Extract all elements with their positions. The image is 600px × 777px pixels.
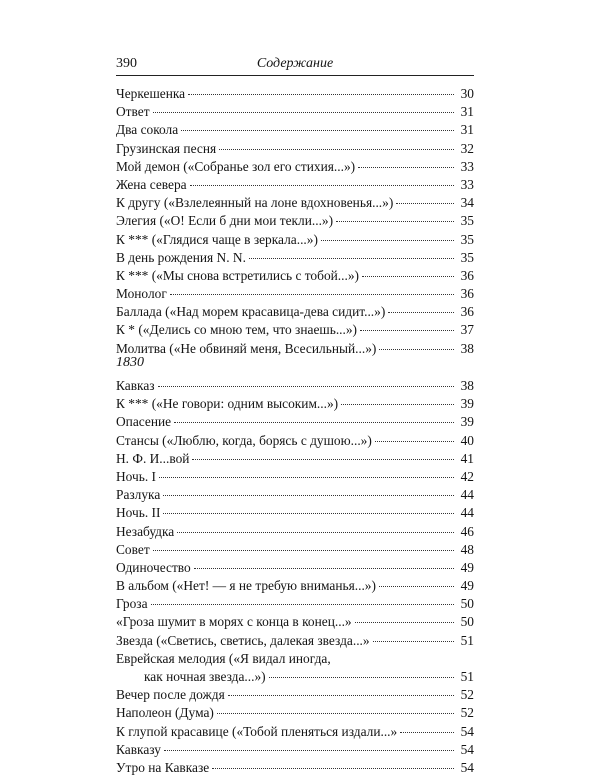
toc-entry-title: Гроза xyxy=(116,596,148,612)
toc-entry[interactable] xyxy=(116,523,474,541)
toc-entry-page: 31 xyxy=(460,122,474,138)
dot-leader xyxy=(163,495,454,496)
dot-leader xyxy=(151,604,454,605)
toc-entry-title: Кавказу xyxy=(116,741,161,757)
toc-entry-page: 49 xyxy=(460,578,474,594)
toc-entry-title: Еврейская мелодия («Я видал иногда, xyxy=(116,650,331,666)
toc-section-1830 xyxy=(116,352,474,777)
dot-leader xyxy=(190,185,454,186)
toc-entry-title: Два сокола xyxy=(116,122,179,138)
dot-leader xyxy=(219,149,454,150)
toc-entry-title: Элегия («О! Если б дни мои текли...») xyxy=(116,213,334,229)
dot-leader xyxy=(170,294,454,295)
toc-entry-page: 50 xyxy=(460,596,474,612)
toc-entry[interactable] xyxy=(116,432,474,450)
toc-entry-page: 36 xyxy=(460,267,474,283)
toc-entry-title: Утро на Кавказе xyxy=(116,759,210,775)
toc-entry-title: Грузинская песня xyxy=(116,140,217,156)
toc-entry-page: 36 xyxy=(460,304,474,320)
toc-entry[interactable] xyxy=(116,249,474,267)
toc-entry[interactable] xyxy=(116,194,474,212)
toc-entry-page: 33 xyxy=(460,176,474,192)
dot-leader xyxy=(194,568,454,569)
dot-leader xyxy=(212,768,454,769)
toc-entry-page: 50 xyxy=(460,614,474,630)
toc-entry-title: Монолог xyxy=(116,286,167,302)
page-number: 390 xyxy=(116,56,137,71)
running-title: Содержание xyxy=(256,56,334,71)
toc-entry-page: 48 xyxy=(460,541,474,557)
toc-entry-page: 36 xyxy=(460,286,474,302)
toc-entry[interactable] xyxy=(116,577,474,595)
toc-entry-multiline[interactable] xyxy=(116,650,474,686)
dot-leader xyxy=(321,240,454,241)
toc-list xyxy=(116,377,474,650)
toc-entry[interactable] xyxy=(116,212,474,230)
toc-entry-page: 54 xyxy=(460,741,474,757)
toc-entry-page: 39 xyxy=(460,396,474,412)
dot-leader xyxy=(163,513,454,514)
toc-entry[interactable] xyxy=(116,377,474,395)
toc-entry-title: К * («Делись со мною тем, что знаешь...») xyxy=(116,322,358,338)
dot-leader xyxy=(269,677,454,678)
toc-entry-page: 32 xyxy=(460,140,474,156)
toc-entry-title: «Гроза шумит в морях с конца в конец...» xyxy=(116,614,352,630)
toc-entry-page: 30 xyxy=(460,86,474,101)
toc-entry-title: Звезда («Светись, светись, далекая звезда...» xyxy=(116,632,370,648)
toc-entry-title: Баллада («Над морем красавица-дева сидит...») xyxy=(116,304,386,320)
toc-section-1 xyxy=(116,85,474,358)
toc-entry-page: 37 xyxy=(460,322,474,338)
toc-entry-title: Молитва («Не обвиняй меня, Всесильный...») xyxy=(116,340,377,356)
toc-entry[interactable] xyxy=(116,686,474,704)
toc-entry[interactable] xyxy=(116,158,474,176)
toc-entry[interactable] xyxy=(116,267,474,285)
toc-entry-page: 46 xyxy=(460,523,474,539)
toc-entry-page: 41 xyxy=(460,450,474,466)
toc-entry[interactable] xyxy=(116,468,474,486)
toc-entry-page: 33 xyxy=(460,158,474,174)
toc-entry[interactable] xyxy=(116,613,474,631)
dot-leader xyxy=(362,276,454,277)
toc-entry-page: 44 xyxy=(460,487,474,503)
toc-entry-title: В день рождения N. N. xyxy=(116,249,246,265)
dot-leader xyxy=(159,477,454,478)
toc-list xyxy=(116,686,474,777)
page-header xyxy=(116,54,474,76)
toc-entry-title: К глупой красавице («Тобой пленяться издали...» xyxy=(116,723,398,739)
dot-leader xyxy=(336,221,454,222)
toc-entry-page: 54 xyxy=(460,759,474,775)
toc-entry-title: Жена севера xyxy=(116,176,187,192)
toc-entry-page: 40 xyxy=(460,432,474,448)
toc-entry-page: 52 xyxy=(460,705,474,721)
toc-entry[interactable] xyxy=(116,704,474,722)
dot-leader xyxy=(228,695,454,696)
toc-entry-page: 51 xyxy=(460,669,474,684)
toc-entry-page: 34 xyxy=(460,195,474,211)
year-heading: 1830 xyxy=(116,355,144,370)
toc-entry[interactable] xyxy=(116,140,474,158)
toc-entry-title: К *** («Мы снова встретились с тобой...») xyxy=(116,267,359,283)
toc-entry[interactable] xyxy=(116,303,474,321)
toc-entry-title: Совет xyxy=(116,541,150,557)
dot-leader xyxy=(158,386,454,387)
toc-entry-page: 35 xyxy=(460,213,474,229)
toc-entry[interactable] xyxy=(116,285,474,303)
dot-leader xyxy=(181,130,454,131)
dot-leader xyxy=(249,258,454,259)
toc-entry-title: Кавказ xyxy=(116,378,155,393)
toc-entry-page: 49 xyxy=(460,559,474,575)
toc-entry[interactable] xyxy=(116,450,474,468)
toc-entry-page: 35 xyxy=(460,231,474,247)
dot-leader xyxy=(174,422,454,423)
toc-entry-title: Одиночество xyxy=(116,559,191,575)
dot-leader xyxy=(379,586,454,587)
dot-leader xyxy=(188,94,454,95)
dot-leader xyxy=(396,203,454,204)
toc-entry[interactable] xyxy=(116,559,474,577)
toc-entry[interactable] xyxy=(116,541,474,559)
toc-entry[interactable] xyxy=(116,85,474,103)
toc-entry[interactable] xyxy=(116,759,474,777)
dot-leader xyxy=(379,349,454,350)
toc-entry-title: Ночь. I xyxy=(116,468,157,484)
toc-entry[interactable] xyxy=(116,504,474,522)
toc-entry-title: Черкешенка xyxy=(116,86,186,101)
toc-entry-title: Стансы («Люблю, когда, борясь с душою...») xyxy=(116,432,372,448)
toc-entry-title: Ночь. II xyxy=(116,505,161,521)
dot-leader xyxy=(341,404,454,405)
toc-entry[interactable] xyxy=(116,395,474,413)
toc-entry-page: 44 xyxy=(460,505,474,521)
dot-leader xyxy=(177,532,454,533)
toc-entry-page: 38 xyxy=(460,378,474,393)
toc-entry-title: Н. Ф. И...вой xyxy=(116,450,190,466)
dot-leader xyxy=(153,112,454,113)
toc-entry-title: Разлука xyxy=(116,487,161,503)
dot-leader xyxy=(355,622,454,623)
toc-entry[interactable] xyxy=(116,486,474,504)
dot-leader xyxy=(358,167,454,168)
toc-entry-title: К другу («Взлелеянный на лоне вдохновенья...») xyxy=(116,195,394,211)
toc-entry-page: 42 xyxy=(460,468,474,484)
toc-entry-page: 51 xyxy=(460,632,474,648)
dot-leader xyxy=(217,713,454,714)
dot-leader xyxy=(360,330,454,331)
toc-entry-title: Наполеон (Дума) xyxy=(116,705,214,721)
dot-leader xyxy=(400,732,454,733)
toc-entry-title: К *** («Глядися чаще в зеркала...») xyxy=(116,231,318,247)
toc-entry-page: 38 xyxy=(460,340,474,356)
toc-entry-page: 52 xyxy=(460,687,474,703)
dot-leader xyxy=(375,441,454,442)
toc-entry-title: Мой демон («Собранье зол его стихия...») xyxy=(116,158,356,174)
dot-leader xyxy=(388,312,454,313)
header-rule xyxy=(116,75,474,76)
toc-entry[interactable] xyxy=(116,595,474,613)
toc-entry-title-continued: как ночная звезда...») xyxy=(144,669,266,684)
dot-leader xyxy=(192,459,454,460)
toc-entry[interactable] xyxy=(116,723,474,741)
dot-leader xyxy=(153,550,454,551)
toc-entry[interactable] xyxy=(116,103,474,121)
toc-entry-title: К *** («Не говори: одним высоким...») xyxy=(116,396,339,412)
toc-entry-page: 31 xyxy=(460,104,474,120)
toc-entry[interactable] xyxy=(116,231,474,249)
toc-entry-page: 39 xyxy=(460,414,474,430)
toc-entry-page: 35 xyxy=(460,249,474,265)
toc-entry[interactable] xyxy=(116,321,474,339)
toc-entry-page: 54 xyxy=(460,723,474,739)
toc-entry-title: В альбом («Нет! — я не требую вниманья...») xyxy=(116,578,376,594)
toc-entry-title: Ответ xyxy=(116,104,150,120)
toc-entry[interactable] xyxy=(116,121,474,139)
toc-entry-title: Опасение xyxy=(116,414,172,430)
toc-entry-title: Незабудка xyxy=(116,523,175,539)
toc-entry[interactable] xyxy=(116,176,474,194)
dot-leader xyxy=(373,641,454,642)
toc-entry-title: Вечер после дождя xyxy=(116,687,225,703)
toc-entry[interactable] xyxy=(116,413,474,431)
toc-entry[interactable] xyxy=(116,632,474,650)
